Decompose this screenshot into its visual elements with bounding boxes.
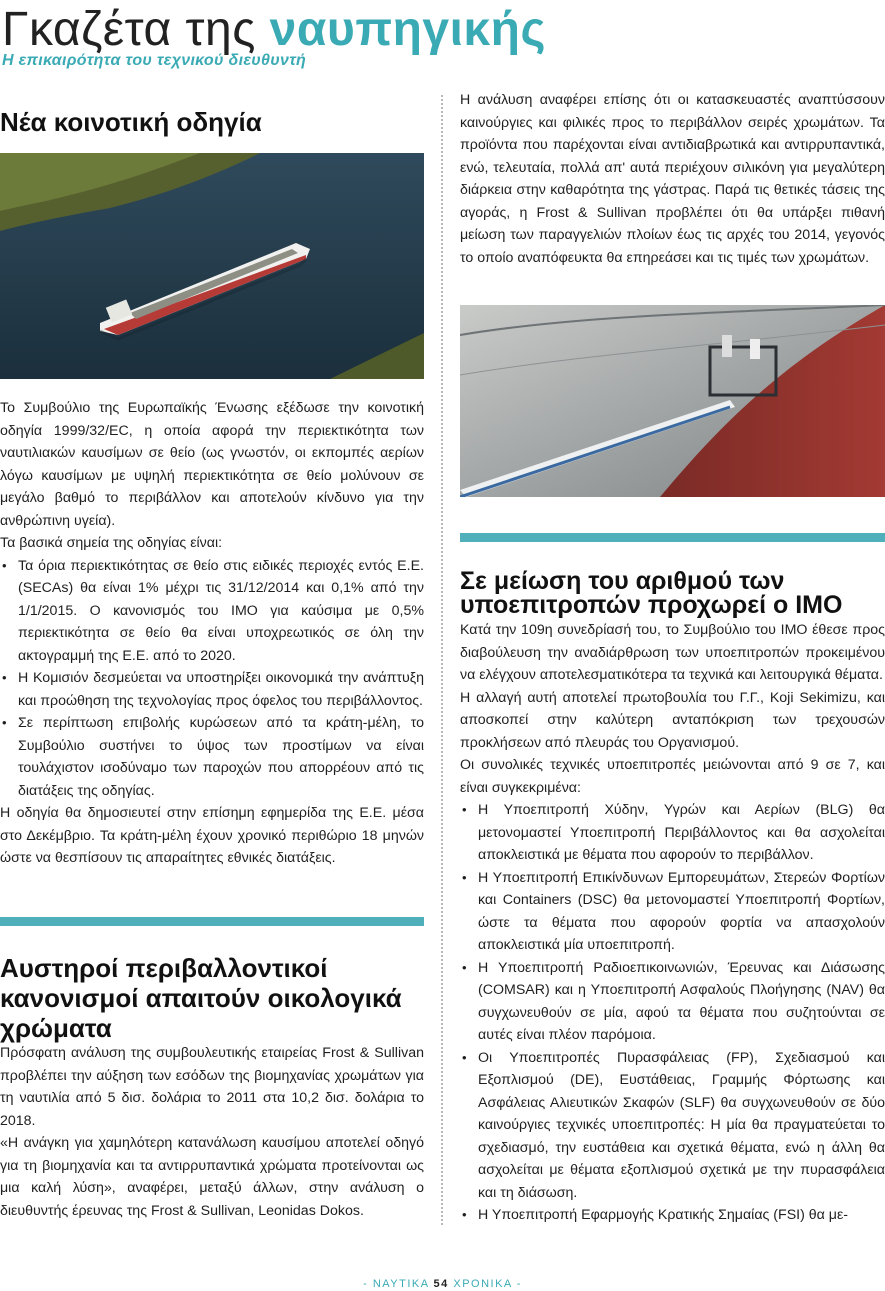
footer-dash: - [516, 1278, 522, 1290]
page-number: 54 [433, 1278, 449, 1290]
page-footer [0, 1278, 885, 1290]
eco-paragraph: Πρόσφατη ανάλυση της συμβουλευτικής εταιρείας Frost & Sullivan προβλέπει την αύξηση των εσόδων της βιομηχανίας χρωμάτων για τη ναυτιλία από 5 δισ. δολάρια το 2011 στα 10,2 δισ. δολάρια το 2018. [0, 1045, 424, 1129]
eco-body [0, 1042, 424, 1222]
list-item: • Η Υποεπιτροπή Επικίνδυνων Εμπορευμάτων, Στερεών Φορτίων και Containers (DSC) θα μετονομαστεί Υποεπιτροπή Φορτίων, ώστε τα θέματα που αφορούν φορτία να απασχολούν αποκλειστικά μία υποεπιτροπή. [478, 867, 885, 957]
list-item: • Η Υποεπιτροπή Ραδιοεπικοινωνιών, Έρευνας και Διάσωσης (COMSAR) και η Υποεπιτροπή Ασφαλούς Πλοήγησης (NAV) θα συγχωνευθούν σε μία, αφού τα θέματα που συζητούνται σε αυτές είναι πλέον παρόμοια. [478, 957, 885, 1047]
masthead-title-bold: ναυπηγικής [269, 3, 546, 56]
list-item: • Η Υποεπιτροπή Χύδην, Υγρών και Αερίων (BLG) θα μετονομαστεί Υποεπιτροπή Περιβάλλοντος και θα ασχολείται αποκλειστικά με θέματα που αφορούν το περιβάλλον. [478, 799, 885, 867]
article-heading-directive: Νέα κοινοτική οδηγία [0, 107, 262, 137]
imo-paragraph: Οι συνολικές τεχνικές υποεπιτροπές μειώνονται από 9 σε 7, και είναι συγκεκριμένα: [460, 757, 885, 796]
directive-body [0, 397, 424, 870]
section-rule [0, 917, 424, 926]
hull-painting-photo [460, 305, 885, 497]
hull-illustration [460, 305, 885, 497]
tanker-photo [0, 153, 424, 379]
section-rule [460, 533, 885, 542]
masthead-title [2, 2, 546, 58]
eco-continuation: Η ανάλυση αναφέρει επίσης ότι οι κατασκευαστές αναπτύσσουν καινούργιες και φιλικές προς το περιβάλλον σειρές χρωμάτων. Τα προϊόντα που παρέχονται είναι αντιδιαβρωτικά και αντιρρυπαντικά, ενώ, τελευταία, πολλά απ' αυτά περιέχουν σιλικόνη για μεγαλύτερη διάρκεια στην καθαρότητα της γάστρας. Παρά τις θετικές τάσεις της αγοράς, η Frost & Sullivan προβλέπει ότι θα υπάρξει πιθανή μείωση των παραγγελιών πλοίων έως τις αρχές του 2014, γεγονός το οποίο αναπόφευκτα θα επηρεάσει και τις τιμές των χρωμάτων. [460, 92, 885, 266]
footer-dash: - [363, 1278, 369, 1290]
list-item: • Η Κομισιόν δεσμεύεται να υποστηρίξει οικονομικά την ανάπτυξη και προώθηση της τεχνολογίας προς όφελος του περιβάλλοντος. [18, 667, 424, 712]
eco-paragraph: «Η ανάγκη για χαμηλότερη κατανάλωση καυσίμου αποτελεί οδηγό για τη βιομηχανία και τα αντιρρυπαντικά χρώματα προτείνονται ως μια καλή λύση», αναφέρει, μεταξύ άλλων, στην ανάλυση ο διευθυντής έρευνας της Frost & Sullivan, Leonidas Dokos. [0, 1135, 424, 1219]
masthead [2, 2, 882, 72]
masthead-subtitle: Η επικαιρότητα του τεχνικού διευθυντή [2, 52, 307, 69]
imo-bullets [460, 799, 885, 1227]
directive-lead: Τα βασικά σημεία της οδηγίας είναι: [0, 535, 223, 551]
footer-right-word: ΧΡΟΝΙΚΑ [453, 1278, 513, 1290]
article-heading-imo: Σε μείωση του αριθμού των υποεπιτροπών προχωρεί ο ΙΜΟ [460, 567, 843, 619]
footer-left-word: ΝΑΥΤΙΚΑ [372, 1278, 429, 1290]
list-item: • Σε περίπτωση επιβολής κυρώσεων από τα κράτη-μέλη, το Συμβούλιο συστήνει το ύψος των προστίμων να είναι τουλάχιστον ισοδύναμο των παροχών που απορρέουν από τις διατάξεις της οδηγίας. [18, 712, 424, 802]
list-item: • Τα όρια περιεκτικότητας σε θείο στις ειδικές περιοχές εντός Ε.Ε. (SECAs) θα είναι 1% μέχρι τις 31/12/2014 και 0,1% από την 1/1/2015. Ο κανονισμός του ΙΜΟ για καύσιμα με 0,5% περιεκτικότητα σε θείο θα είναι υποχρεωτικός σε όλη την ακτογραμμή της Ε.Ε. από το 2020. [18, 555, 424, 668]
directive-closing: Η οδηγία θα δημοσιευτεί στην επίσημη εφημερίδα της Ε.Ε. μέσα στο Δεκέμβριο. Τα κράτη-μέλη έχουν χρονικό περιθώριο 18 μηνών ώστε να θεσπίσουν τις απαραίτητες εθνικές διατάξεις. [0, 805, 424, 866]
masthead-title-light: Γκαζέτα της [2, 3, 256, 56]
tanker-illustration [0, 153, 424, 379]
article-heading-eco-paints: Αυστηροί περιβαλλοντικοί κανονισμοί απαιτούν οικολογικά χρώματα [0, 953, 402, 1043]
column-divider [441, 95, 443, 1225]
directive-intro: Το Συμβούλιο της Ευρωπαϊκής Ένωσης εξέδωσε την κοινοτική οδηγία 1999/32/EC, η οποία αφορά την περιεκτικότητα των ναυτιλιακών καυσίμων σε θείο (ως γνωστόν, οι εκπομπές αερίων λόγω καυσίμων με υψηλή περιεκτικότητα σε θείο μολύνουν σε μεγάλο βαθμό το περιβάλλον και αποτελούν κίνδυνο για την ανθρώπινη υγεία). [0, 400, 424, 529]
directive-bullets [0, 555, 424, 803]
imo-paragraph: Κατά την 109η συνεδρίασή του, το Συμβούλιο του ΙΜΟ έθεσε προς διαβούλευση την αναδιάρθρωση των υποεπιτροπών προκειμένου να ελέγχουν αποτελεσματικότερα τα τεχνικά και λειτουργικά θέματα. [460, 622, 885, 683]
list-item: • Οι Υποεπιτροπές Πυρασφάλειας (FP), Σχεδιασμού και Εξοπλισμού (DE), Ευστάθειας, Γραμμής Φόρτωσης και Ασφάλειας Αλιευτικών Σκαφών (SLF) θα συγχωνευθούν σε δύο καινούργιες τεχνικές υποεπιτροπές: Η μία θα πραγματεύεται το σχεδιασμό, την ευστάθεια και σχετικά θέματα, ενώ η άλλη θα ασχολείται με θέματα εξοπλισμού σχετικά με την πυρασφάλεια και τη διάσωση. [478, 1047, 885, 1205]
imo-body [460, 619, 885, 1227]
list-item: • Η Υποεπιτροπή Εφαρμογής Κρατικής Σημαίας (FSI) θα με- [478, 1204, 885, 1227]
imo-paragraph: Η αλλαγή αυτή αποτελεί πρωτοβουλία του Γ.Γ., Koji Sekimizu, και αποσκοπεί στην καλύτερη ανταπόκριση των τρεχουσών προκλήσεων από πλευράς του Οργανισμού. [460, 689, 885, 751]
